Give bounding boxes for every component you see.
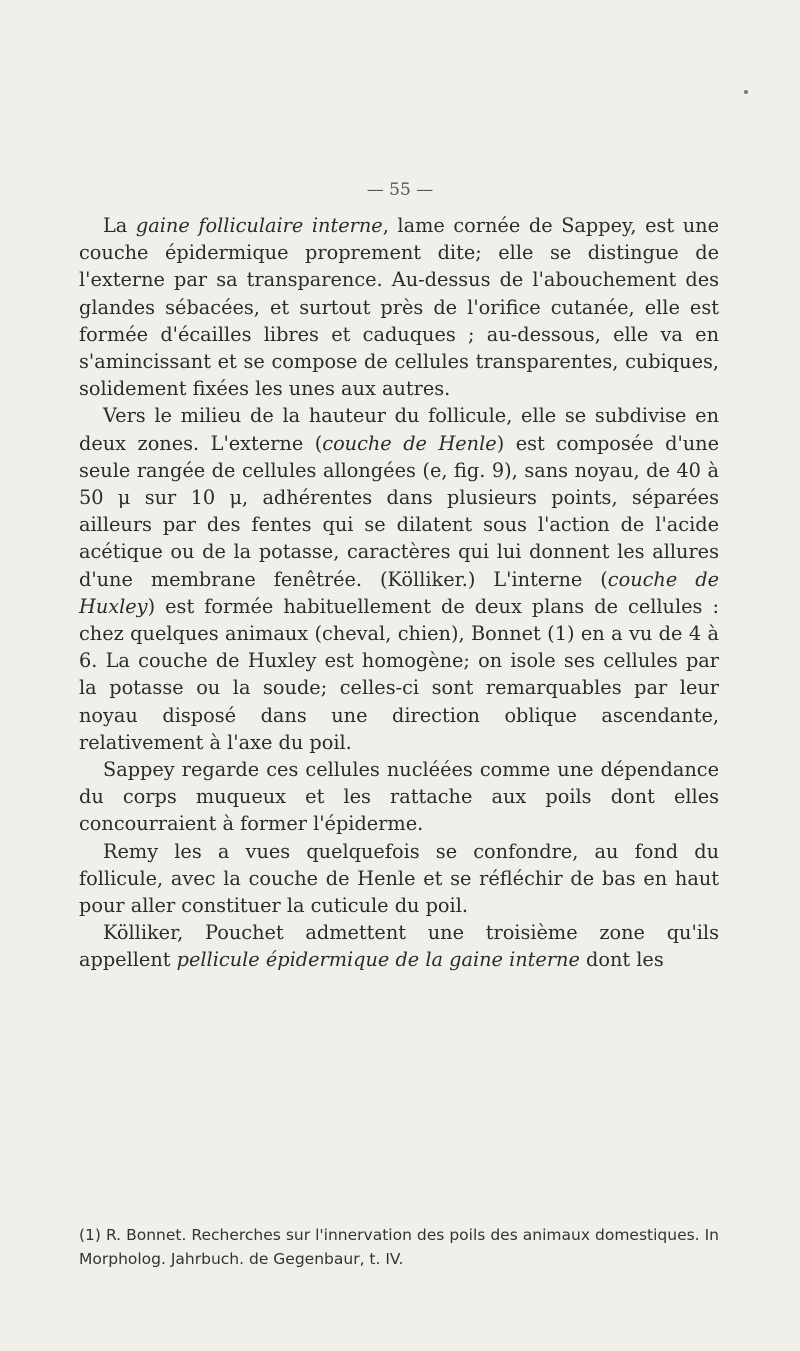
paragraph: [79, 919, 719, 973]
text-run: Sappey regarde ces cellules nucléées comme une dépendance du corps muqueux et les rattache aux poils dont elles concourraient à former l'épiderme.: [79, 758, 719, 836]
italic-term: gaine folliculaire interne: [135, 214, 383, 237]
paragraph: [79, 212, 719, 402]
ink-dot: [744, 90, 748, 94]
italic-term: pellicule épidermique de la gaine interne: [176, 948, 580, 972]
body-text: [79, 212, 719, 974]
paragraph: [79, 756, 719, 838]
paragraph: [79, 402, 719, 756]
italic-term: couche de Huxley: [79, 567, 719, 618]
text-run: , lame cornée de Sappey, est une couche épidermique proprement dite; elle se distingue de l'externe par sa transparence. Au-dessus de l'abouchement des glandes sébacées, et surtout près de l'orifice cutanée, elle est formée d'écailles libres et caduques ; au-dessous, elle va en s'amincissant et se compose de cellules transparentes, cubiques, solidement fixées les unes aux autres.: [79, 214, 719, 401]
text-run: ) est composée d'une seule rangée de cellules allongées (e, fig. 9), sans noyau, de 40 à 50 μ sur 10 μ, adhérentes dans plusieurs points, séparées ailleurs par des fentes qui se dilatent sous l'action de l'acide acétique ou de la potasse, caractères qui lui donnent les allures d'une membrane fenêtrée. (Kölliker.) L'interne (: [79, 431, 719, 591]
italic-term: couche de Henle: [322, 431, 497, 455]
text-run: La: [103, 214, 136, 237]
text-run: ) est formée habituellement de deux plans de cellules : chez quelques animaux (cheval, chien), Bonnet (1) en a vu de 4 à 6. La couche de Huxley est homogène; on isole ses cellules par la potasse ou la soude; celles-ci sont remarquables par leur noyau disposé dans une direction oblique ascendante, relativement à l'axe du poil.: [79, 594, 719, 754]
text-run: Vers le milieu de la hauteur du follicule, elle se subdivise en deux zones. L'externe (: [79, 404, 719, 455]
paragraph: [79, 838, 719, 920]
footnote: (1) R. Bonnet. Recherches sur l'innervation des poils des animaux domestiques. In Morpholog. Jahrbuch. de Gegenbaur, t. IV.: [79, 1226, 719, 1268]
text-run: dont les: [579, 948, 664, 972]
page-number: — 55 —: [366, 180, 434, 200]
text-run: Kölliker, Pouchet admettent une troisième zone qu'ils appellent: [79, 921, 719, 972]
text-run: Remy les a vues quelquefois se confondre, au fond du follicule, avec la couche de Henle et se réfléchir de bas en haut pour aller constituer la cuticule du poil.: [79, 839, 719, 918]
